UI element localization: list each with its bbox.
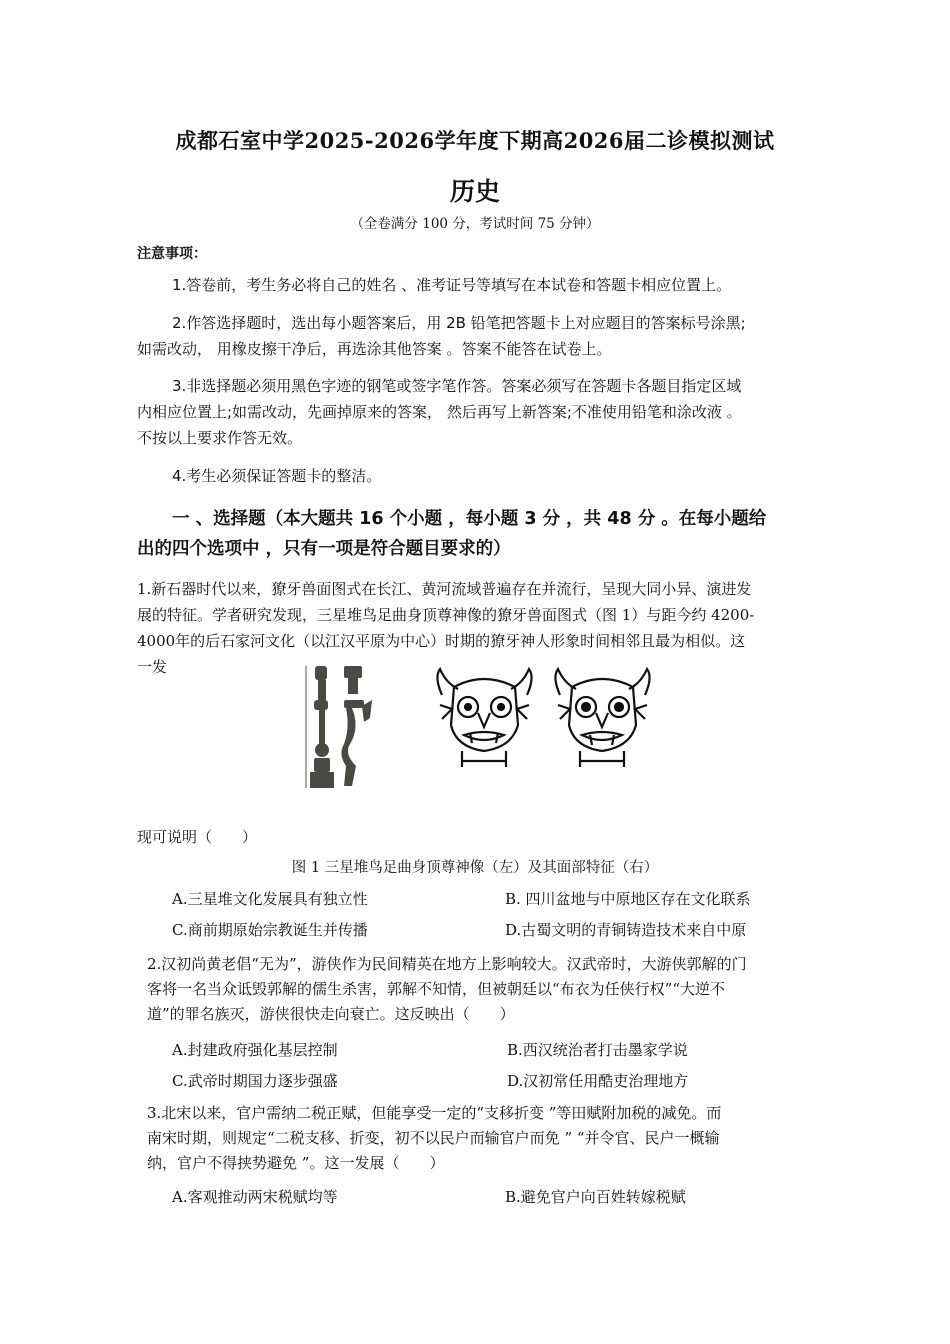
q2-option-d[interactable]: D.汉初常任用酷吏治理地方 [507,1072,689,1090]
q3-line-3: 纳，官户不得挟势避免 ”。这一发展（ ） [147,1154,445,1172]
subject-title: 历史 [449,177,500,206]
q1-option-a[interactable]: A.三星堆文化发展具有独立性 [172,890,368,908]
q1-option-d[interactable]: D.古蜀文明的青铜铸造技术来自中原 [505,921,747,939]
statue-figure [300,662,380,792]
notice-heading: 注意事项： [137,246,207,262]
q2-line-2: 客将一名当众诋毁郭解的儒生杀害，郭解不知情，但被朝廷以“布衣为任侠行权”“大逆不 [147,980,726,998]
q2-line-1: 2.汉初尚黄老倡“无为”，游侠作为民间精英在地方上影响较大。汉武帝时，大游侠郭解的门 [147,955,747,973]
q1-option-b[interactable]: B. 四川盆地与中原地区存在文化联系 [505,890,751,908]
q1-line-3: 4000年的后石家河文化（以江汉平原为中心）时期的獠牙神人形象时间相邻且最为相似。这 [137,632,746,650]
q3-option-b[interactable]: B.避免官户向百姓转嫁税赋 [505,1188,686,1206]
mask-face-right [550,665,655,775]
q2-option-a[interactable]: A.封建政府强化基层控制 [172,1041,338,1059]
notice-item-3-line-3: 不按以上要求作答无效。 [137,429,303,447]
q1-line-2: 展的特征。学者研究发现，三星堆鸟足曲身顶尊神像的獠牙兽面图式（图 1）与距今约 4200- [137,606,755,624]
section-heading-line-2: 出的四个选项中 ，只有一项是符合题目要求的） [137,539,511,559]
q2-line-3: 道”的罪名族灭，游侠很快走向衰亡。这反映出（ ） [147,1005,515,1023]
q3-line-1: 3.北宋以来，官户需纳二税正赋，但能享受一定的“支移折变 ”等田赋附加税的减免。而 [147,1104,722,1122]
exam-note: （全卷满分 100 分，考试时间 75 分钟） [350,216,600,232]
q2-option-b[interactable]: B.西汉统治者打击墨家学说 [507,1041,688,1059]
notice-item-4: 4.考生必须保证答题卡的整洁。 [172,467,382,485]
q3-line-2: 南宋时期，则规定“二税支移、折变，初不以民户而输官户而免 ” “并令官、民户一概输 [147,1129,720,1147]
exam-title: 成都石室中学2025-2026学年度下期高2026届二诊模拟测试 [175,128,775,153]
mask-face-left [432,665,537,775]
notice-item-1: 1.答卷前，考生务必将自己的姓名 、准考证号等填写在本试卷和答题卡相应位置上。 [172,276,732,294]
q1-line-4: 一发 [137,658,168,676]
notice-item-2-line-1: 2.作答选择题时，选出每小题答案后，用 2B 铅笔把答题卡上对应题目的答案标号涂黑; [172,314,746,332]
notice-item-3-line-1: 3.非选择题必须用黑色字迹的钢笔或签字笔作答。答案必须写在答题卡各题目指定区域 [172,377,742,395]
section-heading-line-1: 一 、选择题（本大题共 16 个小题 ，每小题 3 分 ，共 48 分 。在每小题给 [172,509,767,529]
q2-option-c[interactable]: C.武帝时期国力逐步强盛 [172,1072,338,1090]
q1-line-5: 现可说明（ ） [137,828,258,846]
figure-caption: 图 1 三星堆鸟足曲身顶尊神像（左）及其面部特征（右） [291,860,659,876]
q3-option-a[interactable]: A.客观推动两宋税赋均等 [172,1188,338,1206]
q1-option-c[interactable]: C.商前期原始宗教诞生并传播 [172,921,368,939]
notice-item-2-line-2: 如需改动， 用橡皮擦干净后，再选涂其他答案 。答案不能答在试卷上。 [137,340,612,358]
notice-item-3-line-2: 内相应位置上;如需改动，先画掉原来的答案， 然后再写上新答案;不准使用铅笔和涂改液 。 [137,403,742,421]
q1-line-1: 1.新石器时代以来，獠牙兽面图式在长江、黄河流域普遍存在并流行，呈现大同小异、演进发 [137,580,752,598]
